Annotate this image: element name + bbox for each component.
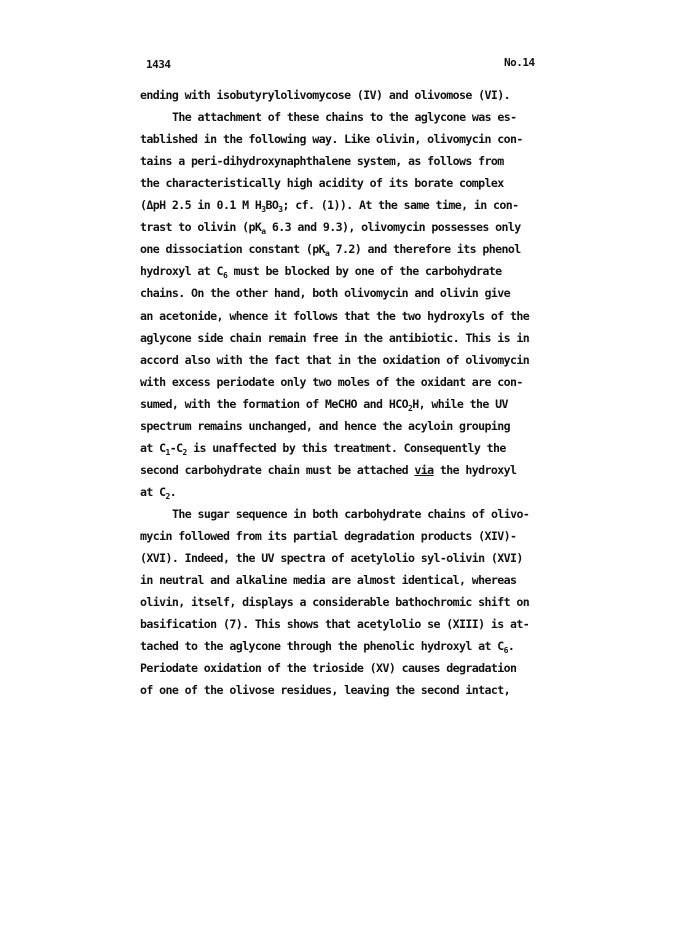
text-segment: The sugar sequence in both carbohydrate chains of olivo- bbox=[172, 506, 530, 521]
text-segment: Periodate oxidation of the trioside (XV) causes degradation bbox=[140, 661, 517, 676]
text-segment: sumed, with the formation of MeCHO and HCO bbox=[140, 396, 408, 411]
text-segment: The attachment of these chains to the aglycone was es- bbox=[172, 110, 517, 125]
subscript: 2 bbox=[165, 491, 170, 501]
text-line bbox=[140, 286, 510, 300]
text-line bbox=[140, 154, 504, 168]
text-segment: trast to olivin (pK bbox=[140, 220, 262, 235]
text-line bbox=[140, 485, 176, 499]
text-line bbox=[140, 639, 515, 656]
text-segment: . bbox=[507, 639, 515, 654]
text-line bbox=[140, 661, 516, 675]
text-segment: mycin followed from its partial degradation products (XIV)- bbox=[140, 529, 517, 543]
text-line bbox=[140, 242, 521, 259]
text-segment: via bbox=[414, 462, 434, 477]
text-segment: is unaffected by this treatment. Consequently the bbox=[186, 440, 506, 455]
subscript: 3 bbox=[261, 205, 266, 215]
text-line bbox=[140, 353, 529, 367]
text-segment: hydroxyl at C bbox=[140, 264, 223, 279]
text-segment: accord also with the fact that in the oxidation of olivomycin bbox=[140, 352, 530, 367]
text-line bbox=[140, 463, 516, 477]
text-segment: the characteristically high acidity of its borate complex bbox=[140, 176, 504, 191]
text-segment: tached to the aglycone through the phenolic hydroxyl at C bbox=[140, 639, 504, 654]
text-line bbox=[140, 617, 529, 631]
text-segment: spectrum remains unchanged, and hence the acyloin grouping bbox=[140, 418, 511, 433]
text-line bbox=[140, 397, 508, 411]
text-segment: H, while the UV bbox=[412, 396, 508, 411]
text-segment: of one of the olivose residues, leaving the second intact, bbox=[140, 683, 511, 698]
subscript: 1 bbox=[165, 447, 170, 457]
text-line bbox=[140, 441, 506, 455]
text-line bbox=[140, 551, 523, 565]
text-line bbox=[140, 331, 529, 345]
text-line bbox=[140, 132, 523, 146]
text-segment: at C bbox=[140, 484, 166, 499]
text-segment: aglycone side chain remain free in the antibiotic. This is in bbox=[140, 330, 530, 345]
subscript: a bbox=[325, 249, 330, 259]
journal-number: No.14 bbox=[504, 56, 535, 69]
text-segment: one dissociation constant (pK bbox=[140, 242, 326, 257]
text-segment: (XVI). Indeed, the UV spectra of acetylolio syl-olivin (XVI) bbox=[140, 551, 523, 566]
text-segment: an acetonide, whence it follows that the two hydroxyls of the bbox=[140, 308, 530, 323]
subscript: 6 bbox=[503, 646, 508, 656]
text-line bbox=[140, 264, 502, 281]
text-line bbox=[140, 309, 529, 323]
text-segment: 7.2) and therefore its phenol bbox=[329, 242, 521, 257]
text-line bbox=[140, 573, 516, 587]
text-line bbox=[140, 375, 523, 389]
text-line bbox=[140, 220, 521, 237]
text-segment: tains a peri-dihydroxynaphthalene system, as follows from bbox=[140, 154, 504, 169]
text-segment: second carbohydrate chain must be attached bbox=[140, 462, 415, 477]
text-segment: at C bbox=[140, 440, 166, 455]
text-segment: BO bbox=[265, 198, 279, 213]
text-segment: -C bbox=[169, 440, 183, 455]
text-line bbox=[172, 507, 529, 521]
subscript: 3 bbox=[278, 205, 283, 215]
text-segment: ; cf. (1)). At the same time, in con- bbox=[282, 198, 519, 213]
text-segment: 6.3 and 9.3), olivomycin possesses only bbox=[265, 220, 521, 235]
text-segment: the hydroxyl bbox=[433, 462, 517, 477]
text-line bbox=[140, 595, 529, 609]
subscript: a bbox=[261, 227, 266, 237]
text-line bbox=[172, 110, 517, 124]
text-line bbox=[140, 198, 519, 215]
text-segment: . bbox=[169, 484, 177, 499]
text-line bbox=[140, 88, 510, 102]
text-segment: in neutral and alkaline media are almost identical, whereas bbox=[140, 573, 517, 588]
page-number: 1434 bbox=[146, 58, 171, 71]
text-segment: basification (7). This shows that acetylolio se (XIII) is at- bbox=[140, 617, 530, 632]
subscript: 6 bbox=[222, 271, 228, 281]
subscript: 2 bbox=[182, 447, 187, 457]
text-segment: (ΔpH 2.5 in 0.1 M H bbox=[140, 198, 262, 213]
text-line bbox=[140, 176, 504, 190]
text-segment: must be blocked by one of the carbohydrate bbox=[227, 264, 502, 279]
text-segment: olivin, itself, displays a considerable bathochromic shift on bbox=[140, 595, 530, 610]
text-segment: tablished in the following way. Like olivin, olivomycin con- bbox=[140, 132, 523, 147]
text-segment: ending with isobutyrylolivomycose (IV) and olivomose (VI). bbox=[140, 88, 511, 102]
subscript: 2 bbox=[407, 403, 413, 413]
text-line bbox=[140, 419, 510, 433]
text-segment: chains. On the other hand, both olivomycin and olivin give bbox=[140, 286, 511, 301]
text-line bbox=[140, 529, 516, 543]
text-line bbox=[140, 683, 510, 697]
text-segment: with excess periodate only two moles of the oxidant are con- bbox=[140, 374, 523, 389]
